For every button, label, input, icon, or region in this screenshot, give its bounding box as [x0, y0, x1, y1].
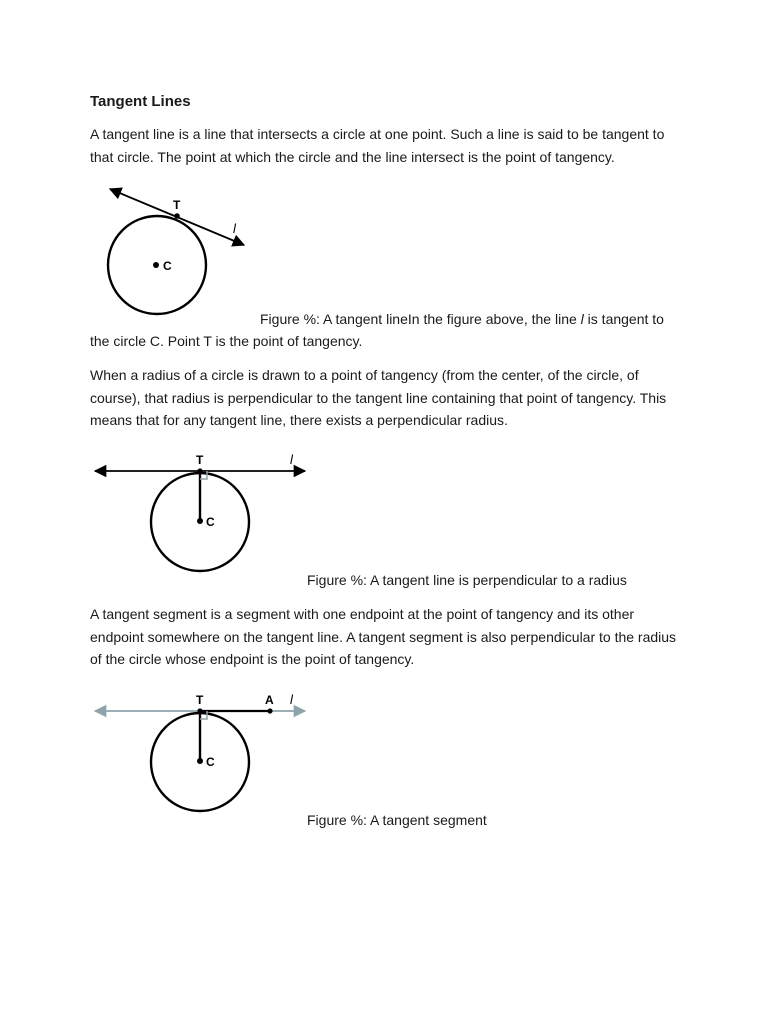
- label-a: A: [265, 693, 274, 707]
- paragraph-tangent-segment: A tangent segment is a segment with one endpoint at the point of tangency and its other endpoint somewhere on the tangent line. A tangent segment is also perpendicular to the radius of the circle whose endpoint is the point of tangency.: [90, 606, 677, 667]
- paragraph-tangent-definition: A tangent line is a line that intersects a circle at one point. Such a line is said to be tangent to that circle. The point at which the circle and the line intersect is the point of tangency.: [90, 126, 665, 165]
- label-l: l: [290, 692, 293, 707]
- figure3-caption: Figure %: A tangent segment: [307, 812, 487, 828]
- label-l: l: [290, 452, 293, 467]
- point-a: [267, 708, 272, 713]
- paragraph-radius-perpendicular: When a radius of a circle is drawn to a point of tangency (from the center, of the circle, of course), that radius is perpendicular to the tangent line containing that point of tangency. This means that for any tangent line, there exists a perpendicular radius.: [90, 367, 667, 428]
- figure1-caption: [260, 308, 664, 330]
- label-t: T: [196, 453, 204, 467]
- point-t: [197, 708, 202, 713]
- figure1-caption-italic: l: [580, 311, 584, 327]
- point-c: [153, 262, 159, 268]
- label-t: T: [196, 693, 204, 707]
- figure-tangent-segment: [90, 688, 310, 818]
- point-c: [197, 518, 203, 524]
- figure1-caption-line2: the circle C. Point T is the point of tangency.: [90, 333, 363, 349]
- document-page: [90, 0, 690, 1024]
- label-c: C: [163, 259, 172, 273]
- figure1-caption-part1: Figure %: A tangent lineIn the figure above, the line: [260, 311, 581, 327]
- label-l: l: [233, 221, 236, 236]
- figure-perpendicular-radius: [90, 448, 310, 578]
- point-t: [174, 213, 180, 219]
- figure2-caption: Figure %: A tangent line is perpendicular to a radius: [307, 572, 627, 588]
- label-c: C: [206, 515, 215, 529]
- label-c: C: [206, 755, 215, 769]
- point-t: [197, 468, 202, 473]
- point-c: [197, 758, 203, 764]
- page-title: Tangent Lines: [90, 93, 191, 110]
- label-t: T: [173, 198, 181, 212]
- figure-tangent-line: [102, 182, 262, 322]
- figure1-caption-part2: is tangent to: [583, 311, 664, 327]
